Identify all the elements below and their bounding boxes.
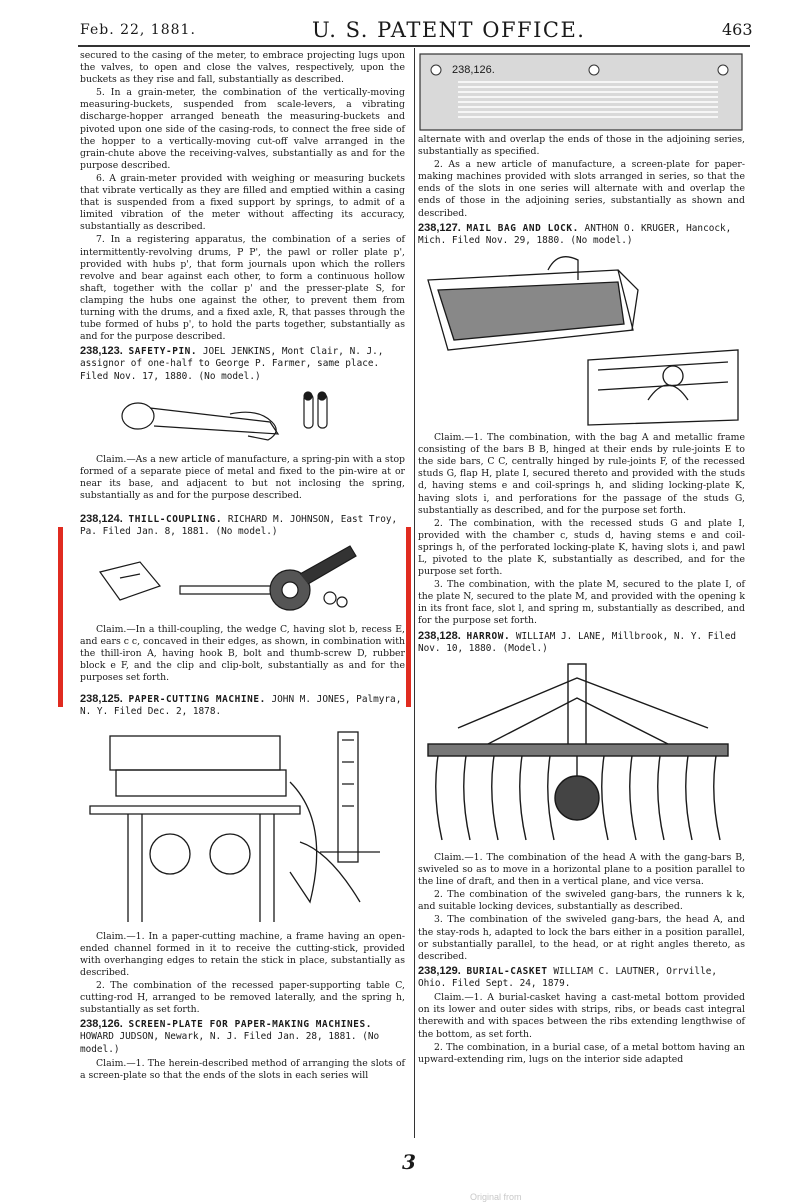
patent-details: HOWARD JUDSON, Newark, N. J. Filed Jan. 28, 1881. (No model.) — [80, 1031, 380, 1055]
patent-claim: Claim.—1. A burial-casket having a cast-metal bottom provided on its lower and outer sides with strips, ribs, or beads cast integral therewith and with spaces between the ribs extending lengthwise of the bottom, as set forth. — [418, 992, 745, 1040]
patent-details: JOEL JENKINS, Mont Clair, N. J., assignor of one-half to George P. Farmer, same place. Filed Nov. 17, 1880. (No model.) — [80, 346, 384, 382]
mail-bag-figure — [418, 250, 745, 428]
patent-title: HARROW. — [466, 630, 511, 642]
patent-claim: Claim.—In a thill-coupling, the wedge C, having slot b, recess E, and ears c c, concaved in their edges, as shown, in combination with the thill-iron A, having hook B, bolt and thumb-screw D, rubber block e F, and the clip and clip-bolt, substantially as and for the purposes set forth. — [80, 623, 405, 684]
highlight-bar-left — [58, 527, 63, 707]
patent-number: 238,128. — [418, 629, 461, 642]
patent-entry-header — [418, 965, 745, 990]
patent-entry-header — [418, 630, 745, 655]
patent-title: BURIAL-CASKET — [466, 965, 548, 977]
claim-paragraph: 5. In a grain-meter, the combination of the vertically-moving measuring-buckets, suspended from scale-levers, a vibrating discharge-hopper arranged beneath the measuring-buckets and pivoted upon one side of the casing-rods, to connect the free side of the hopper to a vertically-moving cut-off valve arranged in the grain-chute above the receiving-valves, substantially as and for the purpose described. — [80, 87, 405, 171]
header-rule — [78, 45, 750, 47]
patent-details: WILLIAM C. LAUTNER, Orrville, Ohio. Filed Sept. 24, 1879. — [418, 965, 718, 990]
patent-title: PAPER-CUTTING MACHINE. — [128, 694, 266, 706]
patent-claim: Claim.—1. The combination, with the bag A and metallic frame consisting of the bars B B, hinged at their ends by rule-joints E to the side bars, C C, centrally hinged by rule-joints F, of the recessed studs G, flap H, plate I, secured thereto and provided with the studs d, having stems e and coil-springs h, and sliding locking-plate K, having slots i, and perforations for the passage of the studs G, substantially as described, and for the purpose set forth. — [418, 432, 745, 516]
patent-claim: Claim.—1. The herein-described method of arranging the slots of a screen-plate so that the ends of the slots in each series will — [80, 1057, 405, 1081]
screen-plate-figure-wrap — [418, 50, 745, 134]
claim-paragraph: 2. As a new article of manufacture, a screen-plate for paper-making machines provided with slots arranged in series, so that the ends of the slots in one series will alternate with and overlap the ends of those in the adjoining series, substantially as shown and described. — [418, 159, 745, 219]
patent-number: 238,127. — [418, 221, 461, 234]
patent-number: 238,126. — [80, 1018, 123, 1031]
patent-details: RICHARD M. JOHNSON, East Troy, Pa. Filed Jan. 8, 1881. (No model.) — [80, 514, 398, 538]
left-column — [80, 50, 405, 1083]
watermark: Original from — [470, 1192, 522, 1202]
patent-entry-header — [80, 693, 405, 718]
patent-claim: Claim.—1. In a paper-cutting machine, a frame having an open-ended channel formed in it to receive the cutting-stick, provided with overhanging edges to retain the stick in place, substantially as described. — [80, 930, 405, 978]
patent-claim: 2. The combination of the swiveled gang-bars, the runners k k, and suitable locking devices, substantially as described. — [418, 889, 745, 913]
harrow-figure — [418, 658, 745, 848]
right-column — [418, 50, 745, 1067]
continued-paragraph: secured to the casing of the meter, to embrace projecting lugs upon the valves, to open and close the valves, respectively, upon the buckets as they rise and fall, substantially as described. — [80, 50, 405, 86]
figure-label: 238,126. — [452, 64, 495, 76]
patent-title: SCREEN-PLATE FOR PAPER-MAKING MACHINES. — [128, 1019, 373, 1031]
claim-paragraph: 6. A grain-meter provided with weighing or measuring buckets that vibrate vertically as they are filled and emptied within a casing that is suspended from a fixed support by springs, to admit of a limited vibration of the meter without affecting its accuracy, substantially as described. — [80, 172, 405, 233]
patent-claim: 2. The combination, with the recessed studs G and plate I, provided with the chamber c, studs d, having stems e and coil-springs h, of the perforated locking-plate K, having slots i, and pawl L, pivoted to the plate K, substantially as described, and for the purpose set forth. — [418, 517, 745, 578]
highlight-bar-right — [406, 527, 411, 707]
header-office-title: U. S. PATENT OFFICE. — [312, 18, 586, 42]
screen-plate-figure — [418, 50, 745, 134]
patent-number: 238,129. — [418, 964, 461, 977]
patent-claim: 2. The combination of the recessed paper-supporting table C, cutting-rod H, arranged to be removed laterally, and the spring h, substantially as set forth. — [80, 979, 405, 1016]
patent-details: ANTHON O. KRUGER, Hancock, Mich. Filed Nov. 29, 1880. (No model.) — [418, 222, 732, 246]
patent-number: 238,123. — [80, 345, 123, 358]
safety-pin-figure — [80, 386, 405, 450]
claim-paragraph: 7. In a registering apparatus, the combination of a series of intermittently-revolving drums, P P', the pawl or roller plate p', provided with hubs p', that form journals upon which the rollers revolve and bear against each other, to form a continuous hollow shaft, together with the collar p' and the presser-plate S, for clamping the hubs one against the other, to prevent them from turning with the drums, and a fixed axle, R, that passes through the tube formed of hubs p', to hold the parts together, substantially as and for the purpose described. — [80, 234, 405, 343]
patent-title: MAIL BAG AND LOCK. — [466, 222, 579, 234]
patent-number: 238,125. — [80, 693, 123, 706]
patent-claim: 2. The combination, in a burial case, of a metal bottom having an upward-extending rim, lugs on the interior side adapted — [418, 1041, 745, 1065]
header-date: Feb. 22, 1881. — [80, 22, 196, 38]
patent-entry-header — [418, 222, 745, 247]
header-page-number: 463 — [722, 20, 753, 39]
patent-entry-header — [80, 513, 405, 538]
patent-claim: 3. The combination, with the plate M, secured to the plate I, of the plate N, secured to the plate M, and provided with the opening k in its front face, slot l, and spring m, substantially as described, and for the purpose set forth. — [418, 579, 745, 627]
patent-details: WILLIAM J. LANE, Millbrook, N. Y. Filed Nov. 10, 1880. (Model.) — [418, 630, 736, 654]
patent-entry-header — [80, 345, 405, 383]
page-folio: 3 — [402, 1150, 416, 1174]
patent-entry-header — [80, 1018, 405, 1056]
patent-claim: 3. The combination of the swiveled gang-bars, the head A, and the stay-rods h, adapted to lock the bars either in a position parallel, or substantially parallel, to the head, or at right angles thereto, as described. — [418, 914, 745, 962]
paper-cutting-machine-figure — [80, 722, 405, 927]
thill-coupling-figure — [80, 542, 405, 620]
continued-paragraph: alternate with and overlap the ends of those in the adjoining series, substantially as specified. — [418, 134, 745, 158]
column-divider — [414, 48, 415, 1138]
patent-title: SAFETY-PIN. — [128, 346, 198, 358]
patent-number: 238,124. — [80, 513, 123, 526]
patent-claim: Claim.—As a new article of manufacture, a spring-pin with a stop formed of a separate piece of metal and fixed to the pin-wire at or near its base, and adjacent to but not inclosing the spring, substantially as and for the purpose described. — [80, 453, 405, 502]
patent-details: JOHN M. JONES, Palmyra, N. Y. Filed Dec. 2, 1878. — [80, 694, 402, 718]
patent-claim: Claim.—1. The combination of the head A with the gang-bars B, swiveled so as to move in a horizontal plane to a position parallel to the line of draft, and then in a vertical plane, and vice versa. — [418, 851, 745, 888]
patent-title: THILL-COUPLING. — [128, 514, 223, 526]
